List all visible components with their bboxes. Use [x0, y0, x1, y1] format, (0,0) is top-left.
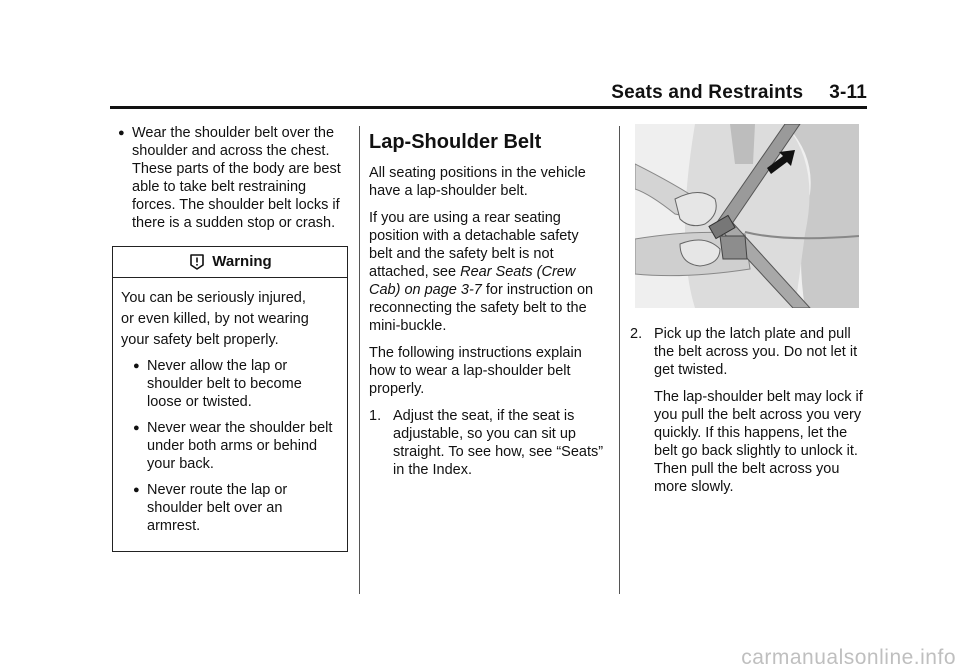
list-item — [112, 124, 348, 232]
bullet-text: Never allow the lap or shoulder belt to become loose or twisted. — [147, 358, 302, 410]
seatbelt-illustration — [635, 124, 859, 308]
warning-title: Warning — [212, 253, 272, 270]
warning-header — [113, 247, 347, 278]
column-divider-2 — [619, 126, 620, 594]
paragraph: The following instructions explain how to wear a lap-shoulder belt properly. — [369, 345, 582, 397]
bullet-icon: ● — [118, 127, 125, 139]
column-3 — [630, 124, 866, 505]
column-2 — [369, 124, 604, 488]
paragraph-text: for instruction on reconnecting the safety belt to the mini-buckle. — [369, 282, 594, 334]
step-item — [369, 407, 604, 479]
bullet-text: Never route the lap or shoulder belt over an armrest. — [147, 482, 288, 534]
warning-icon — [188, 253, 206, 271]
step-text: Adjust the seat, if the seat is adjustable, so you can sit up straight. To see how, see “Seats” in the Index. — [393, 408, 604, 478]
page-header — [110, 78, 867, 109]
paragraph-text: If you are using a rear seating position with a detachable safety belt and the safety belt is not attached, see — [369, 210, 579, 280]
section-heading: Lap-Shoulder Belt — [369, 131, 542, 153]
bullet-text: Wear the shoulder belt over the shoulder and across the chest. These parts of the body are best able to take belt restraining forces. The shoulder belt locks if there is a sudden stop or crash. — [132, 125, 341, 231]
paragraph: All seating positions in the vehicle have a lap-shoulder belt. — [369, 165, 586, 199]
page-number: 3-11 — [829, 82, 867, 103]
column-1 — [112, 124, 348, 552]
warning-body — [113, 278, 347, 551]
cross-reference-link[interactable]: Rear Seats (Crew Cab) on page 3-7 — [369, 264, 576, 298]
step-number: 2. — [630, 326, 643, 342]
warning-box — [112, 246, 348, 552]
paragraph — [369, 209, 604, 335]
step-subparagraph: The lap-shoulder belt may lock if you pull the belt across you very quickly. If this happens, let the belt go back slightly to unlock it. Then pull the belt across you more slowly. — [654, 389, 863, 495]
section-title: Seats and Restraints — [611, 82, 804, 103]
list-item — [121, 419, 339, 473]
warning-intro-line: or even killed, by not wearing — [121, 311, 309, 327]
warning-intro-line: You can be seriously injured, — [121, 290, 306, 306]
header-text — [611, 82, 867, 104]
watermark: carmanualsonline.info — [741, 646, 956, 669]
list-item — [121, 357, 339, 411]
bullet-icon: ● — [133, 422, 140, 434]
bullet-icon: ● — [133, 360, 140, 372]
bullet-text: Never wear the shoulder belt under both arms or behind your back. — [147, 420, 333, 472]
step-number: 1. — [369, 408, 382, 424]
column-divider-1 — [359, 126, 360, 594]
step-item — [630, 325, 866, 379]
step-text: Pick up the latch plate and pull the belt across you. Do not let it get twisted. — [654, 326, 858, 378]
warning-intro-line: your safety belt properly. — [121, 332, 279, 348]
bullet-icon: ● — [133, 484, 140, 496]
list-item — [121, 481, 339, 535]
warning-intro — [121, 288, 339, 351]
